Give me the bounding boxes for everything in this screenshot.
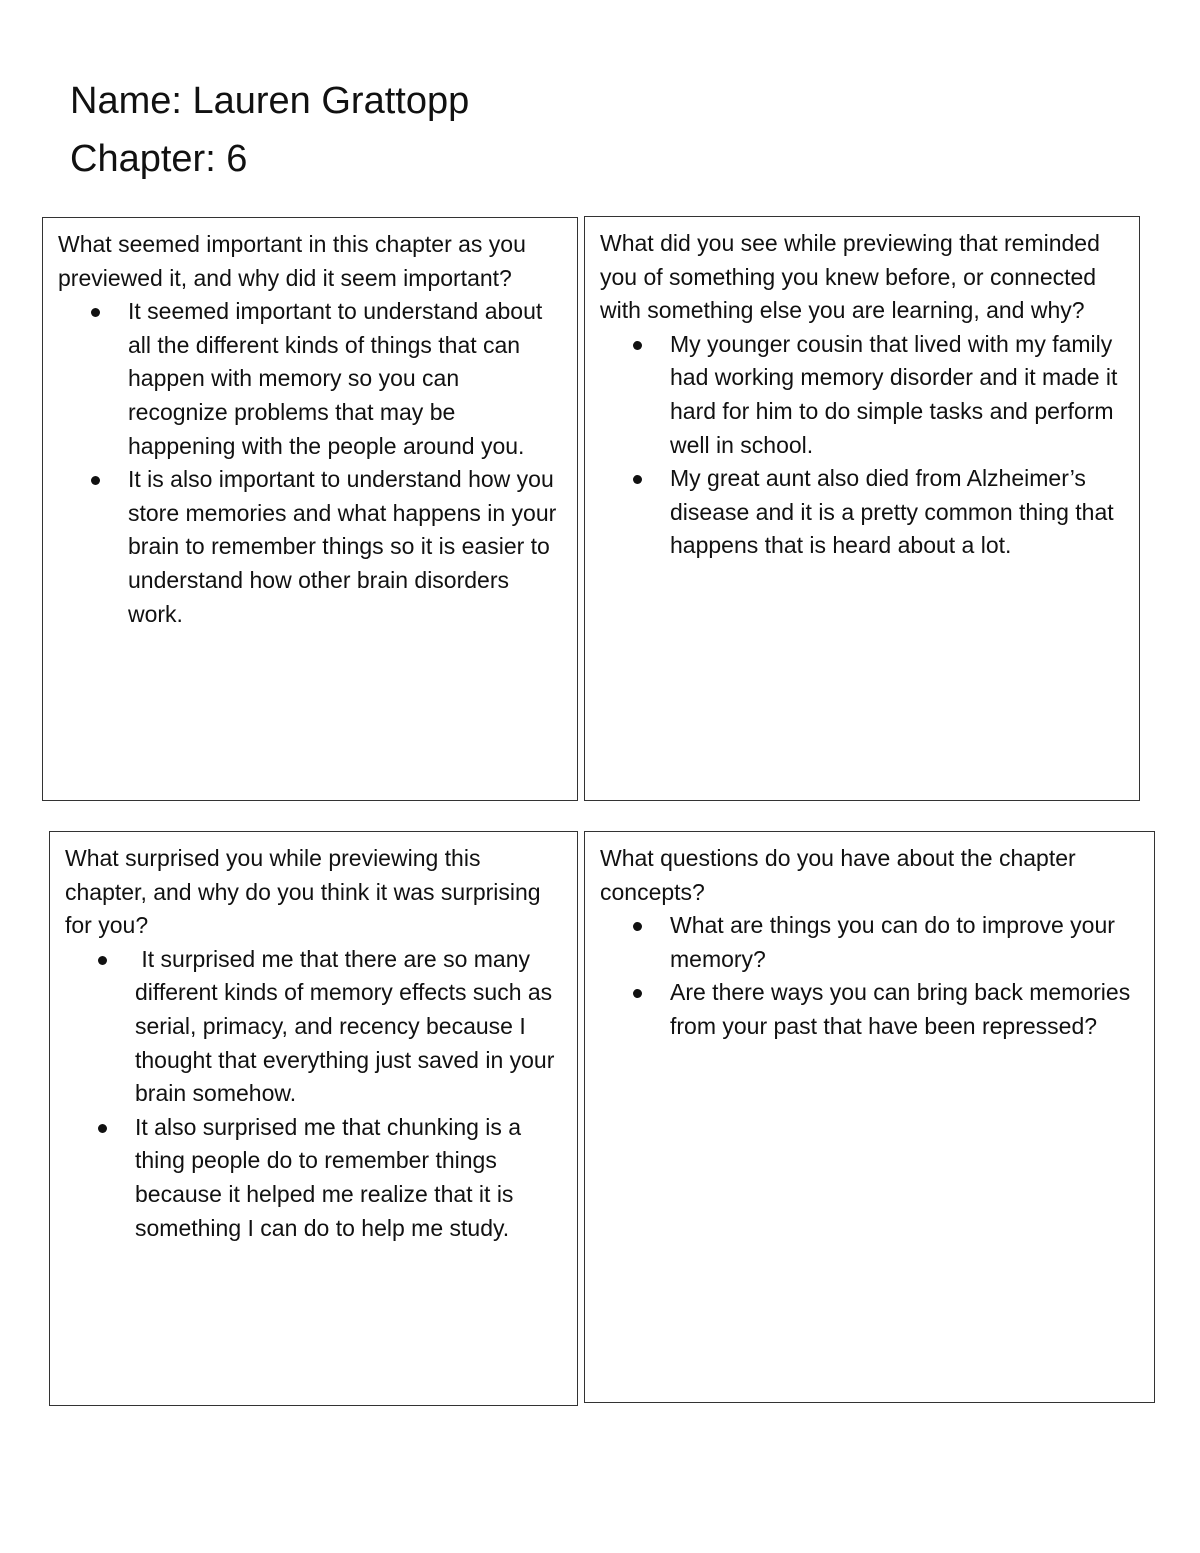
box-what-surprised-you bbox=[49, 831, 578, 1406]
answer-list bbox=[58, 295, 563, 631]
bullet-icon bbox=[633, 475, 642, 484]
answer-item bbox=[135, 1111, 563, 1245]
answer-item bbox=[128, 463, 563, 631]
box-prompt: What surprised you while previewing this chapter, and why do you think it was surprising for you? bbox=[65, 845, 541, 939]
bullet-icon bbox=[633, 922, 642, 931]
box-what-seemed-important bbox=[42, 217, 578, 801]
answer-list bbox=[600, 328, 1125, 563]
answer-list bbox=[65, 943, 563, 1245]
answer-text: It surprised me that there are so many different kinds of memory effects such as serial, primacy, and recency because I thought that everything just saved in your brain somehow. bbox=[135, 945, 561, 1107]
answer-text: Are there ways you can bring back memories from your past that have been repressed? bbox=[670, 979, 1131, 1039]
answer-text: What are things you can do to improve your memory? bbox=[670, 912, 1115, 972]
answer-item bbox=[670, 976, 1140, 1043]
student-name-heading: Name: Lauren Grattopp bbox=[70, 80, 470, 122]
answer-text: My great aunt also died from Alzheimer’s disease and it is a pretty common thing that happens that is heard about a lot. bbox=[670, 465, 1114, 559]
answer-text: My younger cousin that lived with my family had working memory disorder and it made it hard for him to do simple tasks and perform well in school. bbox=[670, 330, 1118, 458]
answer-list bbox=[600, 909, 1140, 1043]
box-prompt: What did you see while previewing that reminded you of something you knew before, or connected with something else you are learning, and why? bbox=[600, 230, 1100, 324]
bullet-icon bbox=[633, 989, 642, 998]
box-questions-about-chapter bbox=[584, 831, 1155, 1403]
bullet-icon bbox=[98, 956, 107, 965]
answer-text: It is also important to understand how you store memories and what happens in your brain to remember things so it is easier to understand how other brain disorders work. bbox=[128, 466, 557, 627]
answer-item bbox=[670, 462, 1125, 563]
chapter-heading: Chapter: 6 bbox=[70, 138, 248, 180]
box-what-reminded-you bbox=[584, 216, 1140, 801]
bullet-icon bbox=[91, 476, 100, 485]
answer-text: It also surprised me that chunking is a thing people do to remember things because it helped me realize that it is something I can do to help me study. bbox=[135, 1113, 522, 1241]
answer-item bbox=[135, 943, 563, 1111]
bullet-icon bbox=[91, 308, 100, 317]
bullet-icon bbox=[98, 1124, 107, 1133]
answer-text: It seemed important to understand about all the different kinds of things that can happen with memory so you can recognize problems that may be happening with the people around you. bbox=[128, 298, 543, 459]
box-prompt: What questions do you have about the chapter concepts? bbox=[600, 845, 1076, 905]
answer-item bbox=[670, 909, 1140, 976]
answer-item bbox=[128, 295, 563, 463]
bullet-icon bbox=[633, 341, 642, 350]
box-prompt: What seemed important in this chapter as you previewed it, and why did it seem important? bbox=[58, 231, 526, 291]
answer-item bbox=[670, 328, 1125, 462]
